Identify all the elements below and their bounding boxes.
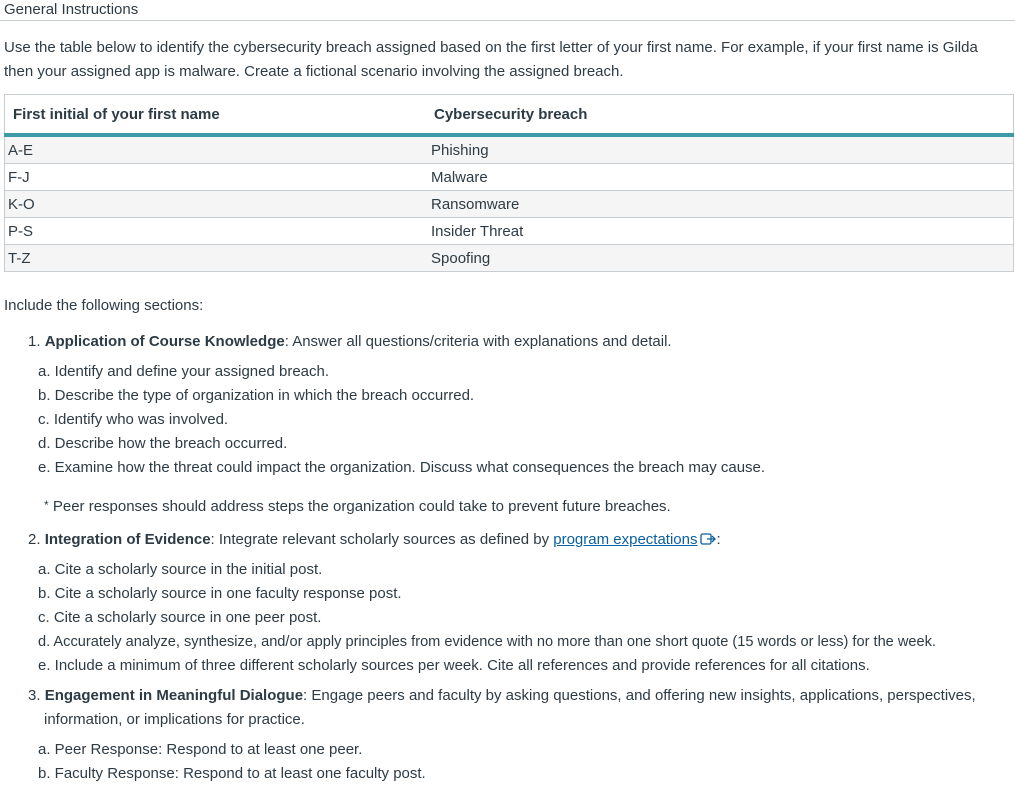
section-3 [28, 684, 1015, 732]
section-2-text: : Integrate relevant scholarly sources as defined by [210, 531, 554, 548]
table-cell-breach: Ransomware [428, 191, 1014, 218]
list-item: a. Cite a scholarly source in the initial post. [38, 561, 323, 578]
table-cell-initial: A-E [5, 135, 429, 164]
column-header-breach: Cybersecurity breach [428, 95, 1014, 136]
table-cell-initial: F-J [5, 164, 429, 191]
table-cell-initial: T-Z [5, 245, 429, 272]
section-3-number: 3. [28, 687, 41, 704]
peer-response-note [44, 493, 671, 519]
section-3-text: : Engage peers and faculty by asking questions, and offering new insights, applications, perspectives, information, or implications for practice. [44, 687, 976, 728]
list-item: d. Accurately analyze, synthesize, and/or apply principles from evidence with no more than one short quote (15 words or less) for the week. [38, 634, 936, 650]
table-cell-initial: K-O [5, 191, 429, 218]
table-header-row [5, 95, 1014, 136]
external-link-icon[interactable] [700, 530, 716, 554]
section-1 [28, 330, 1008, 354]
program-expectations-link[interactable]: program expectations [553, 531, 698, 548]
list-item: d. Describe how the breach occurred. [38, 435, 288, 452]
section-2 [28, 528, 1008, 554]
table-row [5, 245, 1014, 272]
list-item: b. Describe the type of organization in which the breach occurred. [38, 387, 475, 404]
list-item: a. Peer Response: Respond to at least one peer. [38, 741, 363, 758]
table-row [5, 218, 1014, 245]
list-item: a. Identify and define your assigned breach. [38, 363, 330, 380]
note-text: Peer responses should address steps the organization could take to prevent future breaches. [52, 498, 671, 515]
list-item: c. Cite a scholarly source in one peer post. [38, 609, 322, 626]
section-3-title: Engagement in Meaningful Dialogue [44, 687, 304, 704]
list-item: c. Identify who was involved. [38, 411, 229, 428]
breach-assignment-table [4, 94, 1014, 272]
list-item: b. Cite a scholarly source in one faculty response post. [38, 585, 402, 602]
intro-paragraph: Use the table below to identify the cybersecurity breach assigned based on the first letter of your first name. For example, if your first name is Gilda then your assigned app is malware. Create a fictional scenario involving the assigned breach. [4, 39, 978, 80]
section-1-title: Application of Course Knowledge [44, 333, 285, 350]
section-1-text: : Answer all questions/criteria with explanations and detail. [284, 333, 672, 350]
list-item: e. Examine how the threat could impact the organization. Discuss what consequences the breach may cause. [38, 459, 766, 476]
list-item: b. Faculty Response: Respond to at least one faculty post. [38, 765, 426, 782]
column-header-initial: First initial of your first name [5, 95, 429, 136]
section-title: General Instructions [4, 1, 139, 18]
table-cell-breach: Phishing [428, 135, 1014, 164]
table-cell-breach: Insider Threat [428, 218, 1014, 245]
table-cell-breach: Malware [428, 164, 1014, 191]
note-asterisk: * [44, 498, 49, 512]
section-title-divider [0, 20, 1015, 21]
list-item: e. Include a minimum of three different scholarly sources per week. Cite all references and provide references for all citations. [38, 657, 870, 674]
table-cell-initial: P-S [5, 218, 429, 245]
table-cell-breach: Spoofing [428, 245, 1014, 272]
table-row [5, 135, 1014, 164]
section-2-title: Integration of Evidence [44, 531, 211, 548]
section-2-number: 2. [28, 531, 41, 548]
table-row [5, 191, 1014, 218]
section-2-colon: : [716, 531, 721, 548]
section-1-number: 1. [28, 333, 41, 350]
table-row [5, 164, 1014, 191]
include-heading: Include the following sections: [4, 297, 204, 314]
